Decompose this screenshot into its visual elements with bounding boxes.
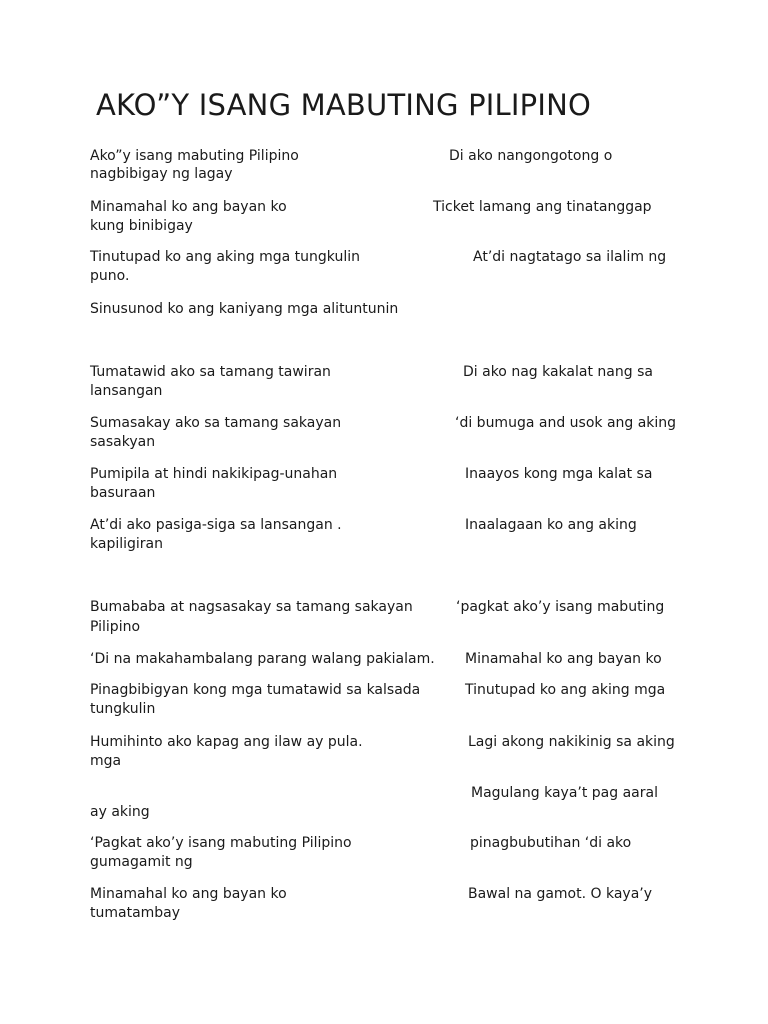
text-line: Ako”y isang mabuting Pilipino [90,148,299,164]
text-line: kung binibigay [90,218,193,234]
text-line: Lagi akong nakikinig sa aking [468,734,675,750]
text-line: Inaayos kong mga kalat sa [465,466,653,482]
text-line: Magulang kaya’t pag aaral [471,785,658,801]
text-line: Di ako nangongotong o [449,148,613,164]
text-line: lansangan [90,383,163,399]
text-line: puno. [90,268,130,284]
text-line: Humihinto ako kapag ang ilaw ay pula. [90,734,363,750]
text-line: basuraan [90,485,156,501]
text-line: sasakyan [90,434,156,450]
text-line: pinagbubutihan ‘di ako [470,835,632,851]
text-line: ‘Di na makahambalang parang walang pakialam. [90,651,435,667]
text-line: At’di nagtatago sa ilalim ng [473,249,667,265]
text-line: kapiligiran [90,536,163,552]
text-line: ‘di bumuga and usok ang aking [455,415,677,431]
text-line: Tumatawid ako sa tamang tawiran [90,364,331,380]
text-line: Sumasakay ako sa tamang sakayan [90,415,342,431]
text-line: Inaalagaan ko ang aking [465,517,637,533]
text-line: Ticket lamang ang tinatanggap [433,199,652,215]
text-line: Minamahal ko ang bayan ko [90,886,287,902]
text-line: nagbibigay ng lagay [90,166,233,182]
text-line: gumagamit ng [90,854,193,870]
text-line: Tinutupad ko ang aking mga tungkulin [90,249,360,265]
text-line: Minamahal ko ang bayan ko [465,651,662,667]
text-line: Pinagbibigyan kong mga tumatawid sa kalsada [90,682,421,698]
text-line: ‘pagkat ako’y isang mabuting [456,599,665,615]
text-line: Bawal na gamot. O kaya’y [468,886,653,902]
text-line: Pilipino [90,619,141,635]
text-line: tungkulin [90,701,156,717]
text-line: ‘Pagkat ako’y isang mabuting Pilipino [90,835,352,851]
document-title: AKO”Y ISANG MABUTING PILIPINO [96,88,592,122]
text-line: Bumababa at nagsasakay sa tamang sakayan [90,599,413,615]
text-line: Tinutupad ko ang aking mga [465,682,666,698]
text-line: Sinusunod ko ang kaniyang mga alituntunin [90,301,399,317]
text-line: ay aking [90,804,150,820]
text-line: mga [90,753,122,769]
text-line: At’di ako pasiga-siga sa lansangan . [90,517,342,533]
text-line: tumatambay [90,905,181,921]
text-line: Di ako nag kakalat nang sa [463,364,653,380]
text-line: Minamahal ko ang bayan ko [90,199,287,215]
text-line: Pumipila at hindi nakikipag-unahan [90,466,338,482]
